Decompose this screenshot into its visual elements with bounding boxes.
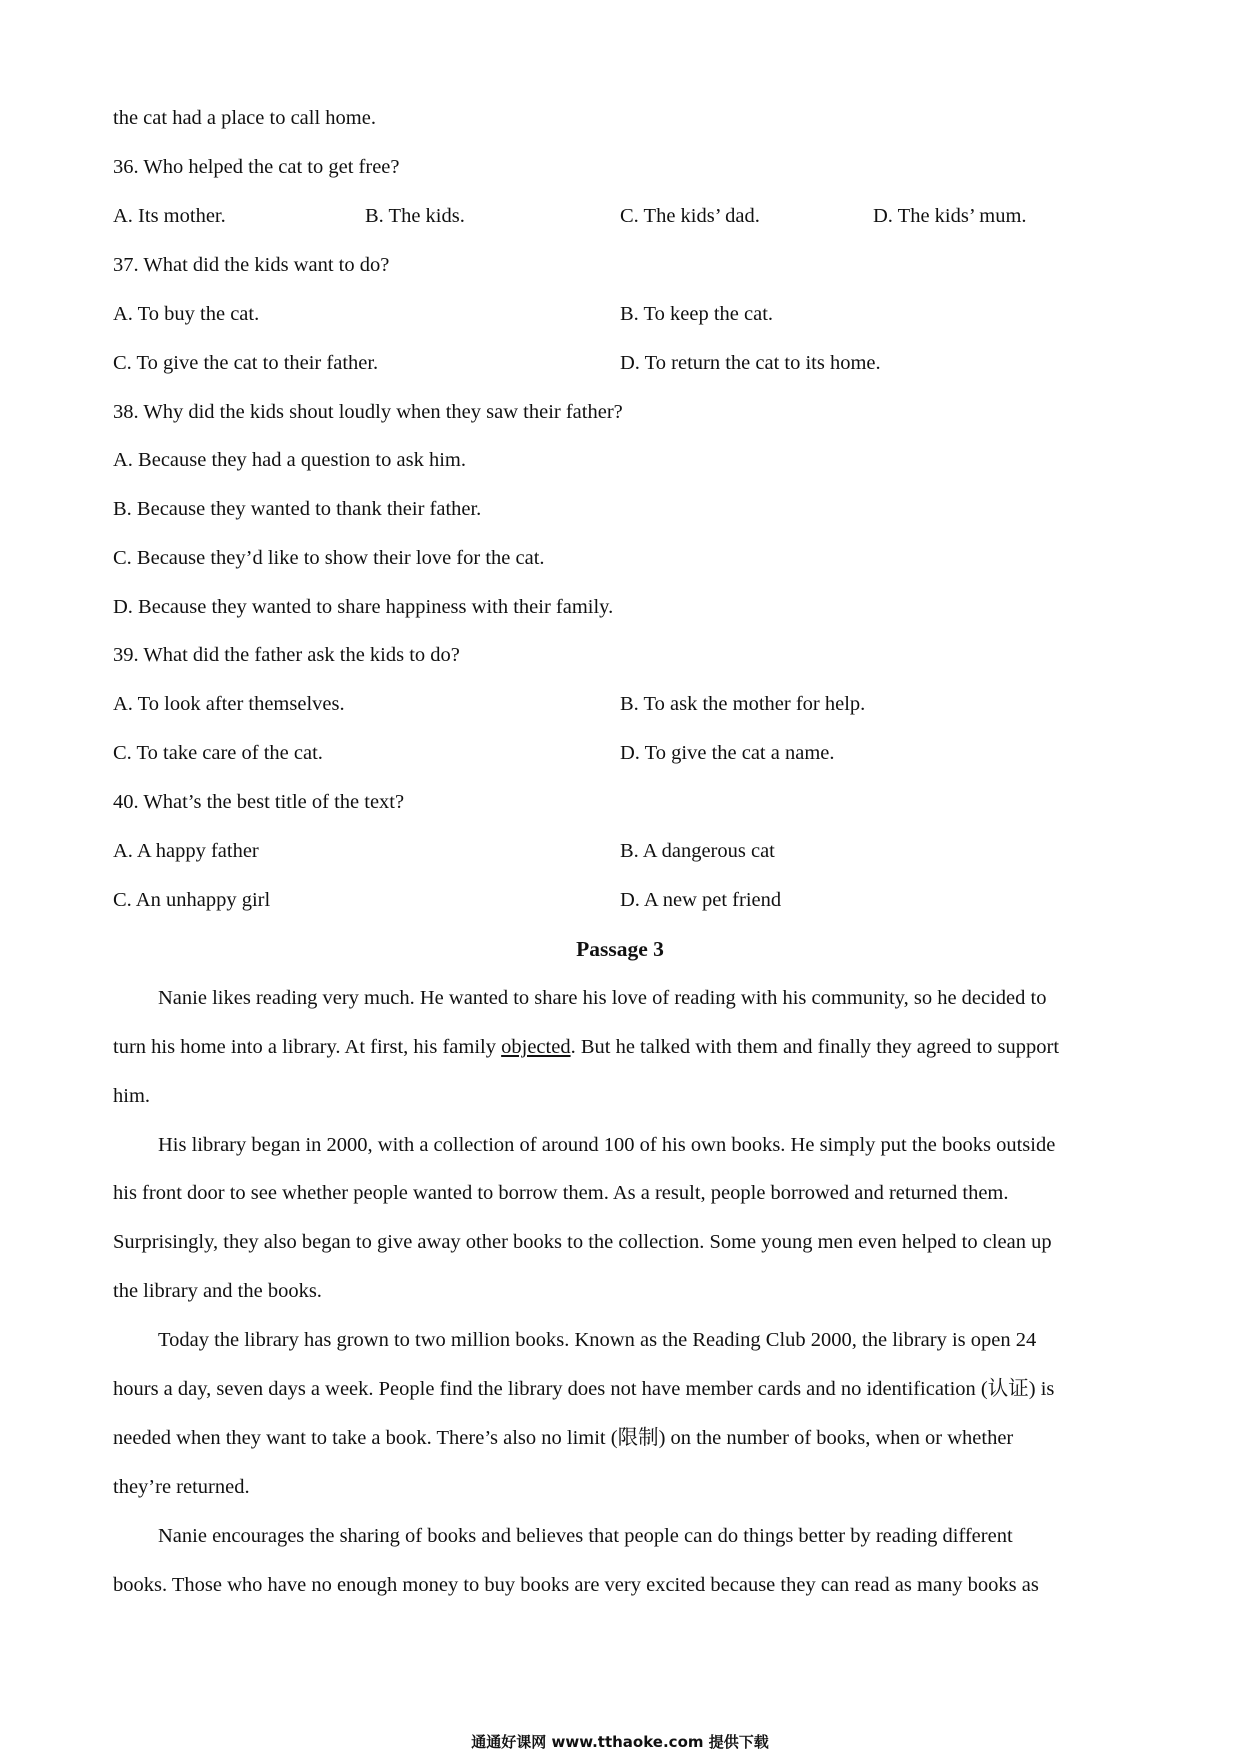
option-40-a: A. A happy father (113, 840, 259, 862)
passage-title: Passage 3 (576, 937, 664, 961)
passage-p1-line-2 (113, 1034, 1059, 1060)
passage-p3-line-1: Today the library has grown to two million books. Known as the Reading Club 2000, the library is open 24 (158, 1329, 1037, 1351)
option-39-b: B. To ask the mother for help. (620, 693, 866, 715)
option-36-d: D. The kids’ mum. (873, 205, 1027, 227)
p1-line-2-post: . But he talked with them and finally they agreed to support (570, 1036, 1060, 1058)
passage-p3-line-3: needed when they want to take a book. There’s also no limit (限制) on the number of books, when or whether (113, 1427, 1014, 1449)
option-37-a: A. To buy the cat. (113, 303, 260, 325)
question-38: 38. Why did the kids shout loudly when they saw their father? (113, 401, 623, 423)
underlined-word-objected: objected (501, 1036, 571, 1058)
question-40: 40. What’s the best title of the text? (113, 791, 405, 813)
option-36-a: A. Its mother. (113, 205, 226, 227)
option-39-c: C. To take care of the cat. (113, 742, 323, 764)
option-40-d: D. A new pet friend (620, 889, 782, 911)
question-37: 37. What did the kids want to do? (113, 254, 390, 276)
passage-p1-line-3: him. (113, 1085, 151, 1107)
option-36-b: B. The kids. (365, 205, 465, 227)
passage-p2-line-4: the library and the books. (113, 1280, 322, 1302)
option-38-d: D. Because they wanted to share happiness with their family. (113, 596, 614, 618)
option-39-d: D. To give the cat a name. (620, 742, 835, 764)
question-39: 39. What did the father ask the kids to do? (113, 644, 460, 666)
option-38-b: B. Because they wanted to thank their father. (113, 498, 482, 520)
passage-p4-line-1: Nanie encourages the sharing of books and believes that people can do things better by reading different (158, 1525, 1013, 1547)
page-footer: 通通好课网 www.tthaoke.com 提供下载 (471, 1733, 769, 1751)
intro-tail: the cat had a place to call home. (113, 107, 376, 129)
passage-p2-line-3: Surprisingly, they also began to give away other books to the collection. Some young men even helped to clean up (113, 1231, 1052, 1253)
option-39-a: A. To look after themselves. (113, 693, 345, 715)
option-37-b: B. To keep the cat. (620, 303, 774, 325)
option-37-d: D. To return the cat to its home. (620, 352, 881, 374)
passage-p2-line-1: His library began in 2000, with a collection of around 100 of his own books. He simply put the books outside (158, 1134, 1056, 1156)
p1-line-2-pre: turn his home into a library. At first, his family (113, 1036, 502, 1058)
passage-p2-line-2: his front door to see whether people wanted to borrow them. As a result, people borrowed and returned them. (113, 1182, 1009, 1204)
option-38-c: C. Because they’d like to show their love for the cat. (113, 547, 545, 569)
passage-p3-line-2: hours a day, seven days a week. People find the library does not have member cards and no identification (认证) is (113, 1378, 1055, 1400)
passage-p3-line-4: they’re returned. (113, 1476, 250, 1498)
option-38-a: A. Because they had a question to ask him. (113, 449, 466, 471)
question-36: 36. Who helped the cat to get free? (113, 156, 400, 178)
option-36-c: C. The kids’ dad. (620, 205, 760, 227)
passage-p4-line-2: books. Those who have no enough money to buy books are very excited because they can read as many books as (113, 1574, 1039, 1596)
option-37-c: C. To give the cat to their father. (113, 352, 379, 374)
option-40-b: B. A dangerous cat (620, 840, 775, 862)
option-40-c: C. An unhappy girl (113, 889, 271, 911)
passage-p1-line-1: Nanie likes reading very much. He wanted to share his love of reading with his community, so he decided to (158, 987, 1047, 1009)
